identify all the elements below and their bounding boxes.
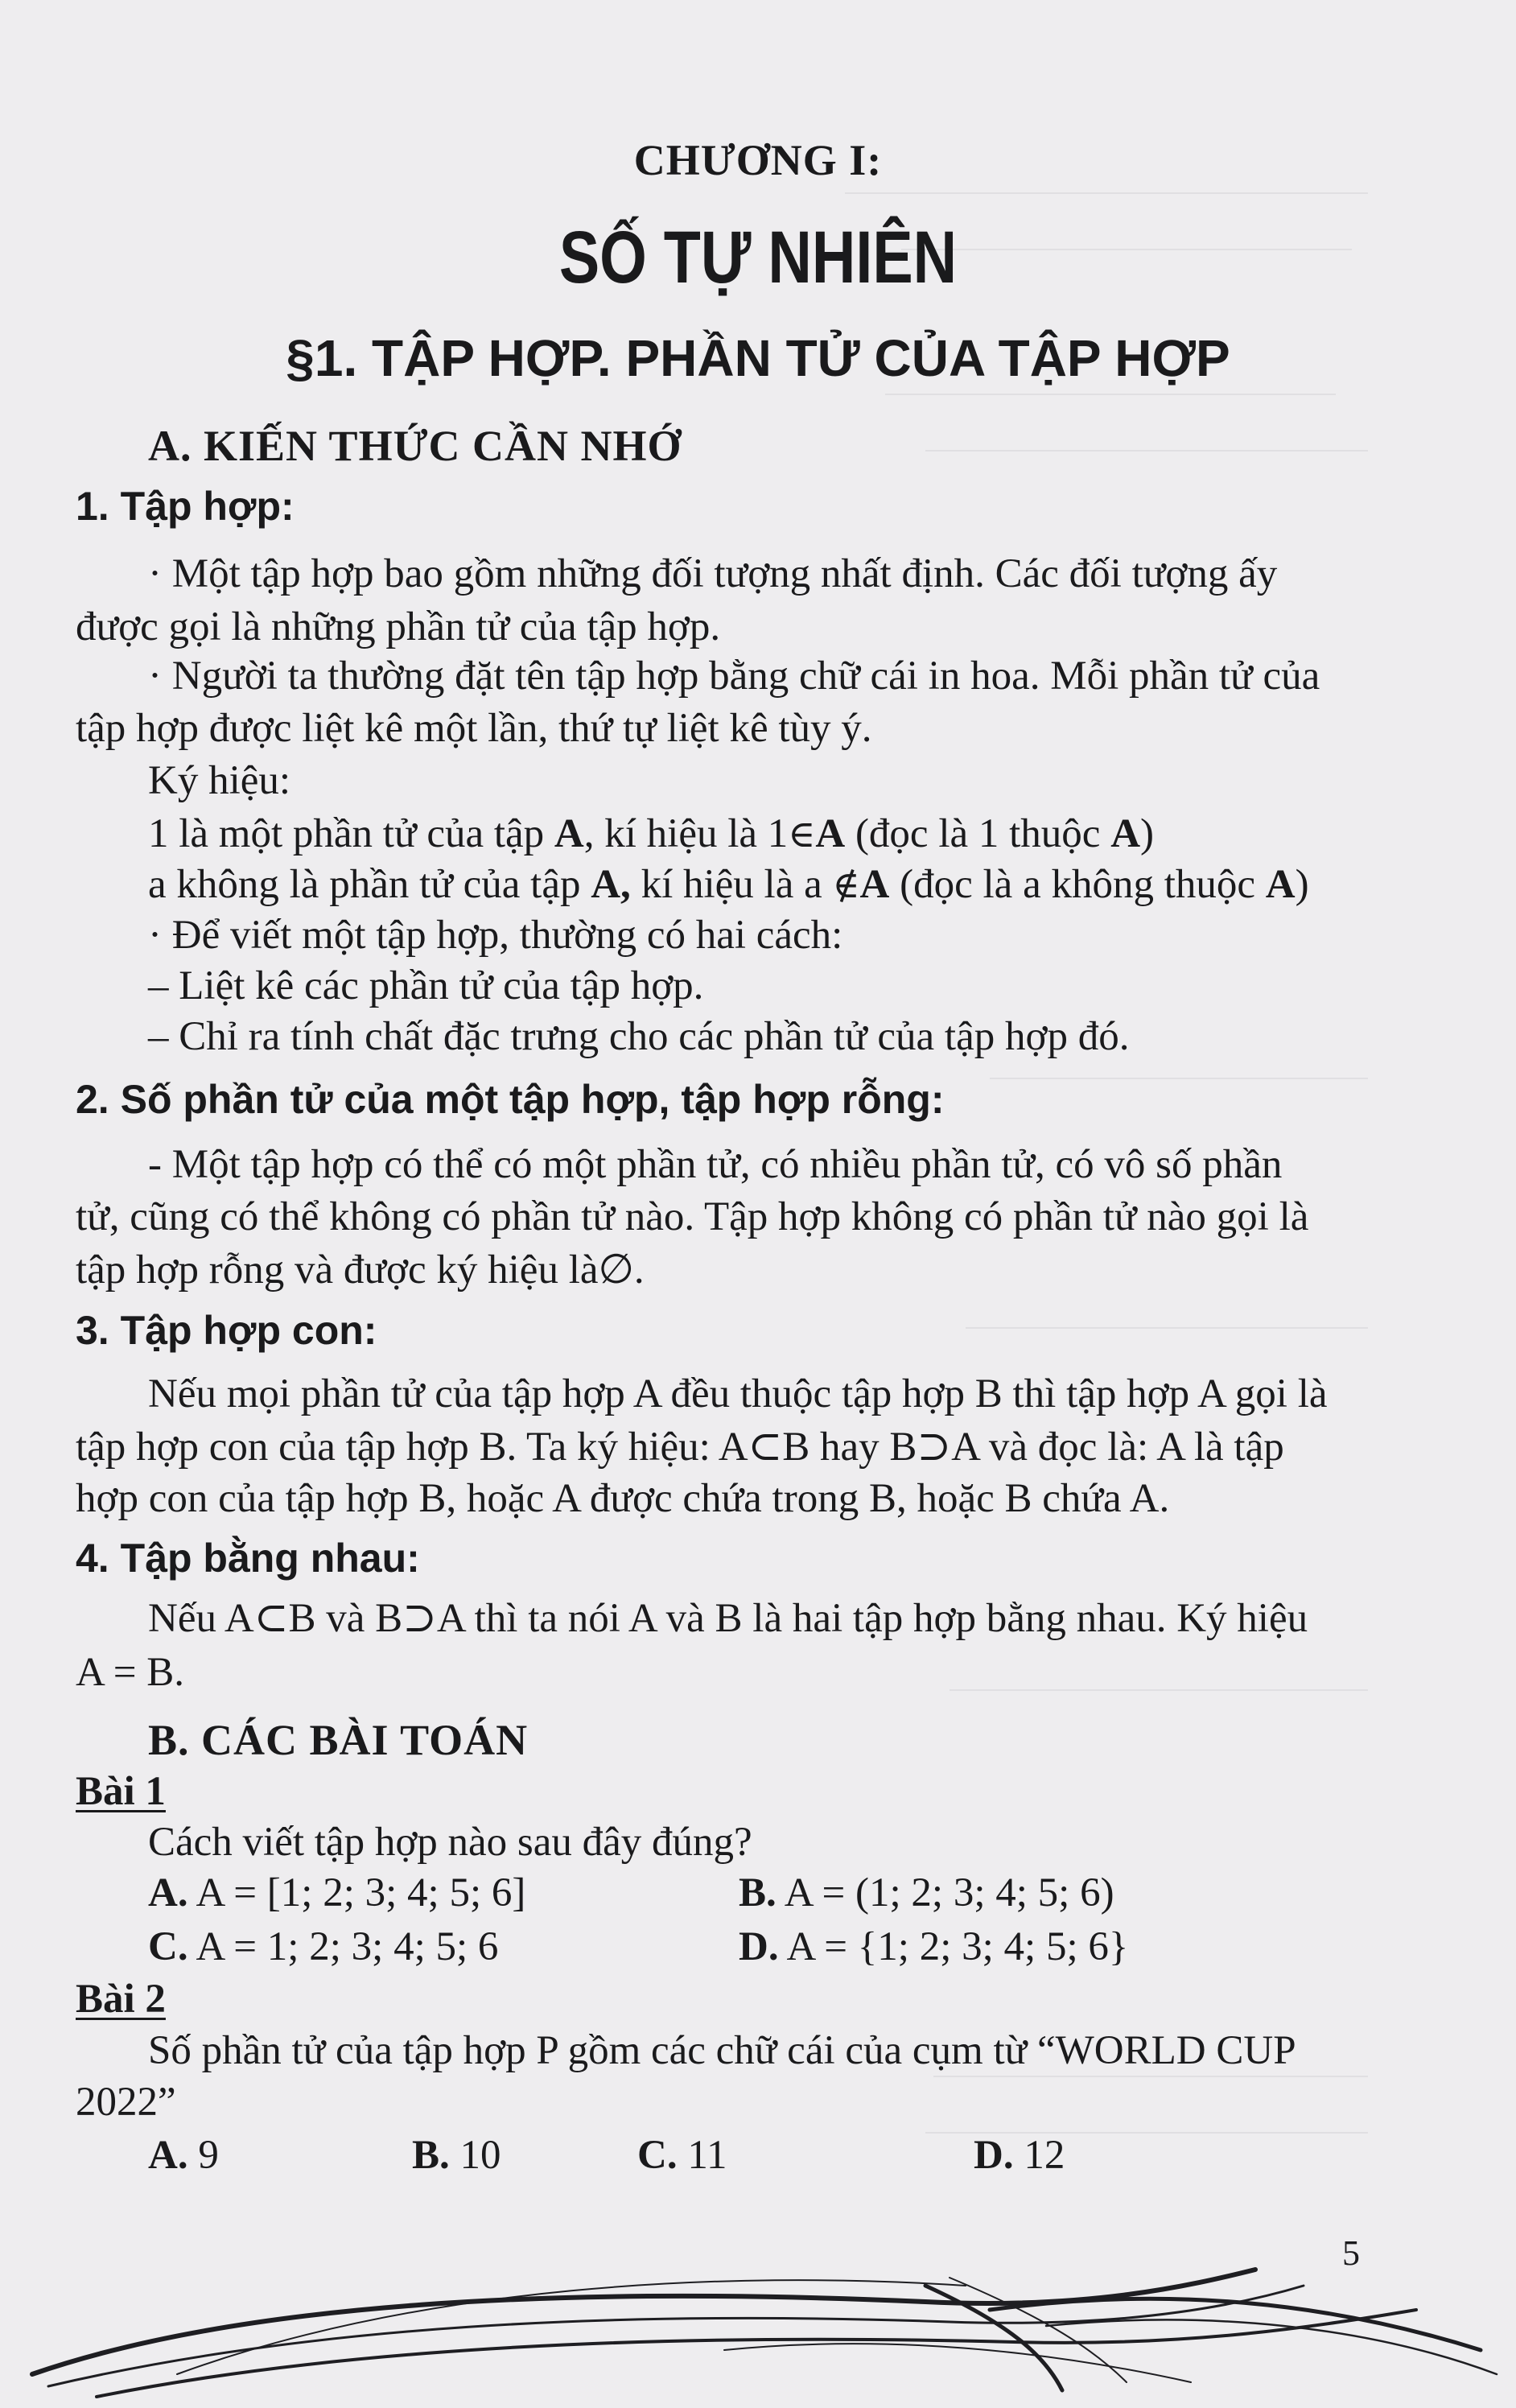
footer-swoosh-ornament [0, 2253, 1516, 2408]
notation-label: Ký hiệu: [148, 758, 291, 803]
exercise-1-option-c: C. A = 1; 2; 3; 4; 5; 6 [148, 1924, 499, 1969]
s1-para1-line1: · Một tập hợp bao gồm những đối tượng nhất định. Các đối tượng ấy [148, 551, 1278, 596]
chapter-label: CHƯƠNG I: [633, 136, 883, 184]
exercise-2-option-d: D. 12 [974, 2133, 1065, 2178]
exercise-2-option-a: A. 9 [148, 2133, 219, 2178]
s3-line1: Nếu mọi phần tử của tập hợp A đều thuộc tập hợp B thì tập hợp A gọi là [148, 1371, 1328, 1416]
member-example: 1 là một phần tử của tập A, kí hiệu là 1∈A (đọc là 1 thuộc A) [148, 808, 1154, 860]
way-2: – Chỉ ra tính chất đặc trưng cho các phần tử của tập hợp đó. [148, 1014, 1130, 1059]
exercise-1-option-d: D. A = {1; 2; 3; 4; 5; 6} [739, 1924, 1129, 1969]
part-a-heading: A. KIẾN THỨC CẦN NHỚ [148, 422, 682, 470]
exercise-2-question-line2: 2022” [76, 2080, 176, 2125]
s1-para2-line2: tập hợp được liệt kê một lần, thứ tự liệt kê tùy ý. [76, 706, 872, 751]
section-1-heading: 1. Tập hợp: [76, 484, 295, 529]
exercise-1-option-a: A. A = [1; 2; 3; 4; 5; 6] [148, 1870, 526, 1915]
element-of-icon: ∈ [788, 812, 816, 856]
not-element-of-icon: ∉ [832, 863, 860, 906]
section-4-heading: 4. Tập bằng nhau: [76, 1536, 420, 1581]
section-2-heading: 2. Số phần tử của một tập hợp, tập hợp rỗng: [76, 1077, 945, 1122]
chapter-title: SỐ TỰ NHIÊN [558, 216, 958, 299]
exercise-1-label: Bài 1 [76, 1769, 166, 1814]
exercise-2-question-line1: Số phần tử của tập hợp P gồm các chữ cái của cụm từ “WORLD CUP [148, 2028, 1296, 2073]
section-3-heading: 3. Tập hợp con: [76, 1308, 377, 1353]
s1-para1-line2: được gọi là những phần tử của tập hợp. [76, 604, 721, 649]
s2-line1: - Một tập hợp có thể có một phần tử, có nhiều phần tử, có vô số phần [148, 1142, 1283, 1187]
part-b-heading: B. CÁC BÀI TOÁN [148, 1716, 529, 1764]
non-member-example: a không là phần tử của tập A, kí hiệu là a ∉A (đọc là a không thuộc A) [148, 859, 1309, 910]
s3-line3: hợp con của tập hợp B, hoặc A được chứa trong B, hoặc B chứa A. [76, 1476, 1170, 1521]
ways-intro: · Để viết một tập hợp, thường có hai cách: [148, 913, 843, 958]
s2-line3: tập hợp rỗng và được ký hiệu là∅. [76, 1247, 645, 1293]
s1-para2-line1: · Người ta thường đặt tên tập hợp bằng chữ cái in hoa. Mỗi phần tử của [148, 654, 1320, 699]
s3-line2: tập hợp con của tập hợp B. Ta ký hiệu: A⊂B hay B⊃A và đọc là: A là tập [76, 1425, 1284, 1470]
exercise-2-label: Bài 2 [76, 1977, 166, 2022]
s4-line2: A = B. [76, 1650, 185, 1695]
exercise-1-option-b: B. A = (1; 2; 3; 4; 5; 6) [739, 1870, 1114, 1915]
exercise-2-option-c: C. 11 [637, 2133, 727, 2178]
exercise-2-option-b: B. 10 [412, 2133, 501, 2178]
page-number: 5 [1342, 2233, 1360, 2273]
s2-line2: tử, cũng có thể không có phần tử nào. Tập hợp không có phần tử nào gọi là [76, 1194, 1309, 1239]
way-1: – Liệt kê các phần tử của tập hợp. [148, 963, 704, 1008]
section-title: §1. TẬP HỢP. PHẦN TỬ CỦA TẬP HỢP [286, 329, 1230, 387]
s4-line1: Nếu A⊂B và B⊃A thì ta nói A và B là hai tập hợp bằng nhau. Ký hiệu [148, 1596, 1308, 1641]
exercise-1-question: Cách viết tập hợp nào sau đây đúng? [148, 1820, 752, 1865]
